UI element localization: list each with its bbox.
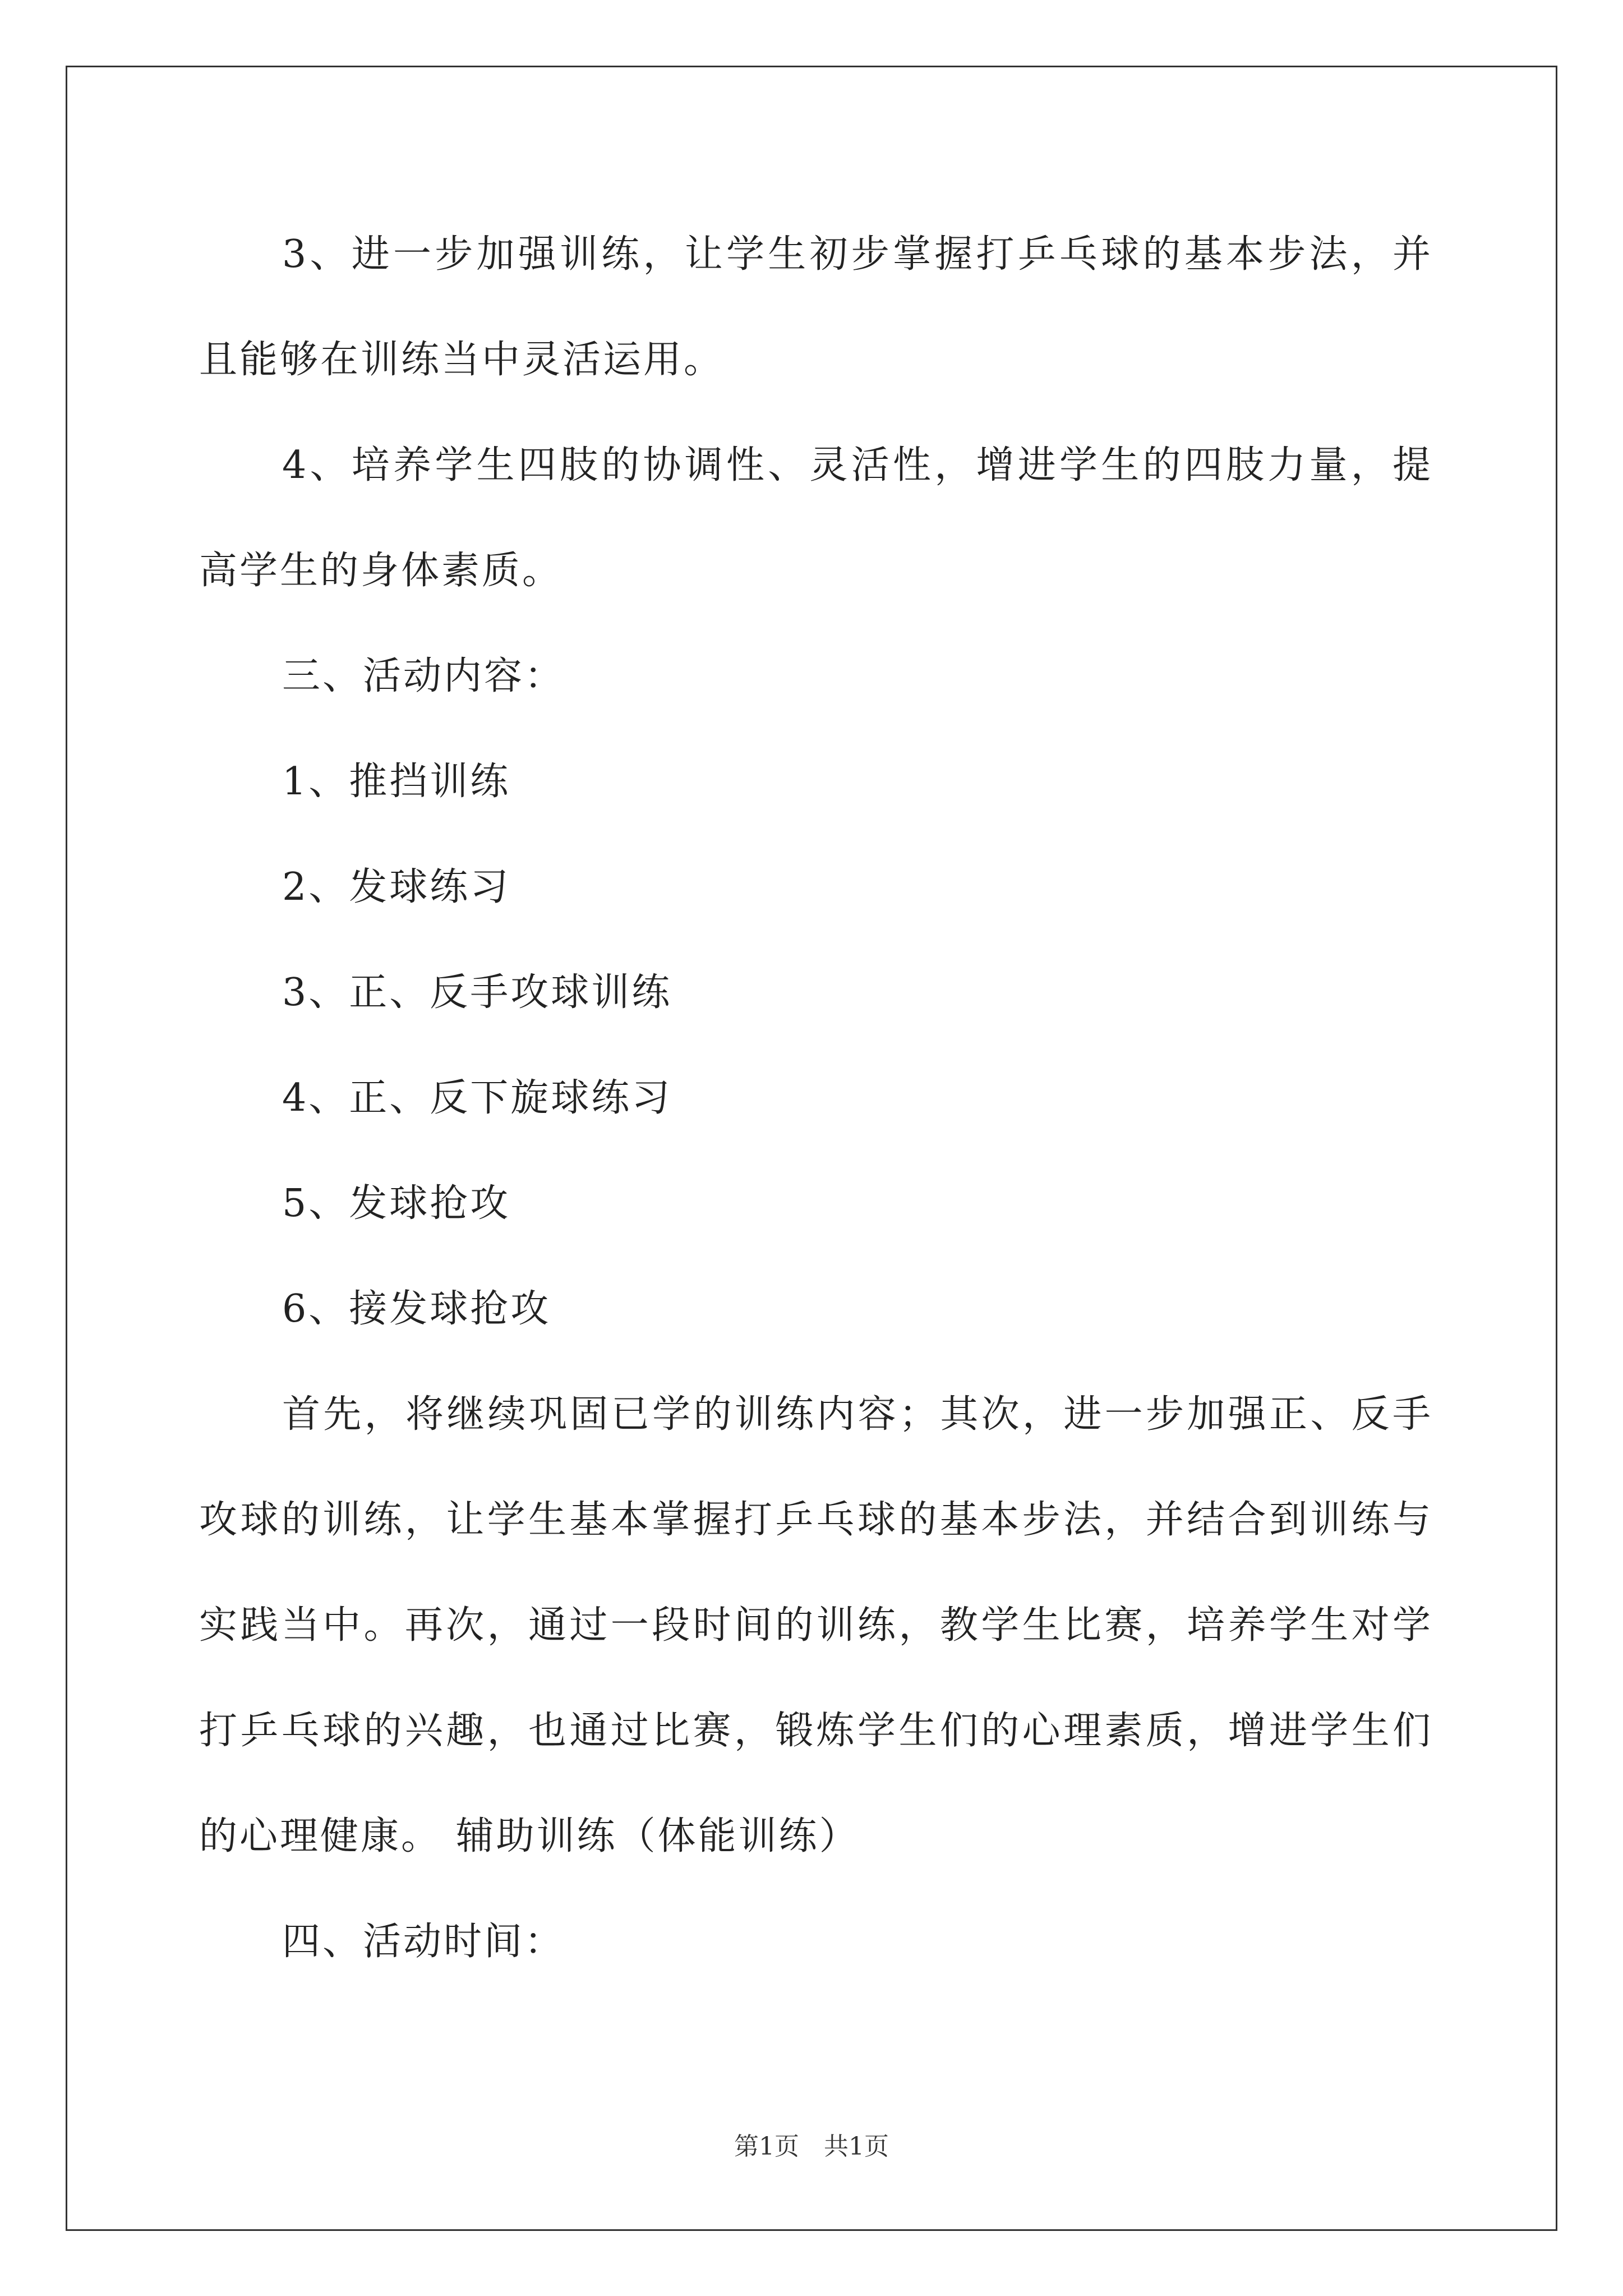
paragraph-goal-3: 3、进一步加强训练，让学生初步掌握打乒乓球的基本步法，并且能够在训练当中灵活运用。 <box>199 232 1433 382</box>
page-number: 第1页 共1页 <box>734 2132 889 2161</box>
list-item-content-5: 5、发球抢攻 <box>282 1181 511 1226</box>
list-item-content-3: 3、正、反手攻球训练 <box>282 970 672 1015</box>
section-heading-time: 四、活动时间： <box>282 1920 565 1964</box>
list-item-content-6: 6、接发球抢攻 <box>282 1287 551 1331</box>
list-item-content-2: 2、发球练习 <box>282 865 511 909</box>
document-body <box>199 202 1433 1995</box>
list-item-content-1: 1、推挡训练 <box>282 760 511 804</box>
list-item-content-4: 4、正、反下旋球练习 <box>282 1076 672 1120</box>
section-heading-content: 三、活动内容： <box>282 654 565 698</box>
paragraph-goal-4: 4、培养学生四肢的协调性、灵活性，增进学生的四肢力量，提高学生的身体素质。 <box>199 443 1433 593</box>
paragraph-description: 首先，将继续巩固已学的训练内容；其次，进一步加强正、反手攻球的训练，让学生基本掌握打乒乓球的基本步法，并结合到训练与实践当中。再次，通过一段时间的训练，教学生比赛，培养学生对学打乒乓球的兴趣，也通过比赛，锻炼学生们的心理素质，增进学生们的心理健康。 辅助训练（体能训练） <box>199 1392 1433 1858</box>
